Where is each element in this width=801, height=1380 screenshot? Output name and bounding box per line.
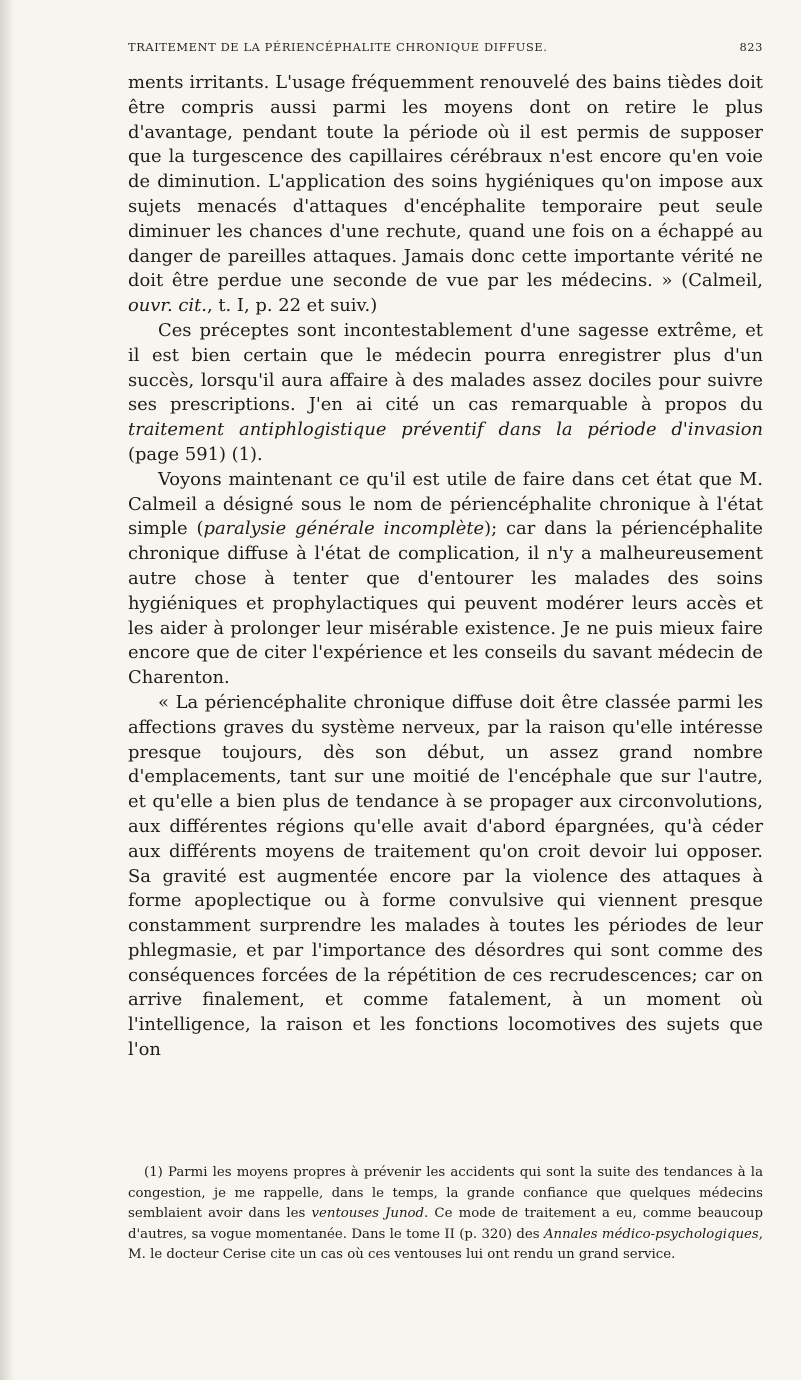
footnote-text-2: . Ce mode de traitement a eu, comme beaucoup d'autres, sa vogue momentanée. Dans le tome II (p. 320) des <box>128 1206 763 1242</box>
paragraph-1 <box>128 71 763 319</box>
paragraph-2-text: Ces préceptes sont incontestablement d'une sagesse extrême, et il est bien certain que le médecin pourra enregistrer plus d'un succès, lorsqu'il aura affaire à des malades assez dociles pour suivre ses prescriptions. J'en ai cité un cas remarquable à propos du <box>128 319 763 416</box>
paragraph-1-text: ments irritants. L'usage fréquemment renouvelé des bains tièdes doit être compris aussi parmi les moyens dont on retire le plus d'avantage, pendant toute la période où il est permis de supposer que la turgescence des capillaires cérébraux n'est encore qu'en voie de diminution. L'application des soins hygiéniques qu'on impose aux sujets menacés d'attaques d'encéphalite temporaire peut seule diminuer les chances d'une rechute, quand une fois on a échappé au danger de pareilles attaques. Jamais donc cette importante vérité ne doit être perdue une seconde de vue par les médecins. » (Calmeil, <box>128 72 763 292</box>
footnote-italic-1: ventouses Junod <box>311 1206 425 1222</box>
paragraph-2-tail: (page 591) (1). <box>128 443 263 465</box>
diagnosis-italic: paralysie générale incomplète <box>203 518 485 540</box>
citation-italic: ouvr. cit. <box>128 295 207 317</box>
paragraph-1-tail: , t. I, p. 22 et suiv.) <box>206 295 378 317</box>
running-title: TRAITEMENT DE LA PÉRIENCÉPHALITE CHRONIQUE DIFFUSE. <box>128 40 548 54</box>
footnote-text-3: , M. le docteur Cerise cite un cas où ces ventouses lui ont rendu un grand service. <box>128 1226 763 1263</box>
footnote-1 <box>128 1163 763 1266</box>
page-gutter-shadow <box>0 0 14 1380</box>
footnote-text: (1) Parmi les moyens propres à prévenir les accidents qui sont la suite des tendances à la congestion, je me rappelle, dans le temps, la grande confiance que quelques médecins semblaient avoir dans les <box>128 1165 763 1222</box>
main-text <box>128 71 763 1063</box>
page-number: 823 <box>739 40 763 54</box>
treatment-title-italic: traitement antiphlogistique préventif dans la période d'invasion <box>128 419 763 441</box>
paragraph-2 <box>128 319 763 468</box>
paragraph-3 <box>128 468 763 691</box>
footnote-italic-2: Annales médico-psychologiques <box>543 1226 759 1242</box>
footnotes <box>128 1163 763 1266</box>
paragraph-4: « La périencéphalite chronique diffuse doit être classée parmi les affections graves du système nerveux, par la raison qu'elle intéresse presque toujours, dès son début, un assez grand nombre d'emplacements, tant sur une moitié de l'encéphale que sur l'autre, et qu'elle a bien plus de tendance à se propager aux circonvolutions, aux différentes régions qu'elle avait d'abord épargnées, qu'à céder aux différents moyens de traitement qu'on croit devoir lui opposer. Sa gravité est augmentée encore par la violence des attaques à forme apoplectique ou à forme convulsive qui viennent presque constamment surprendre les malades à toutes les périodes de leur phlegmasie, et par l'importance des désordres qui sont comme des conséquences forcées de la répétition de ces recrudescences; car on arrive finalement, et comme fatalement, à un moment où l'intelligence, la raison et les fonctions locomotives des sujets que l'on <box>128 691 763 1061</box>
paragraph-3-tail: ); car dans la périencéphalite chronique diffuse à l'état de complication, il n'y a malheureusement autre chose à tenter que d'entourer les malades des soins hygiéniques et prophylactiques qui peuvent modérer leurs accès et les aider à prolonger leur misérable existence. Je ne puis mieux faire encore que de citer l'expérience et les conseils du savant médecin de Charenton. <box>128 518 764 689</box>
paragraph-3-text: Voyons maintenant ce qu'il est utile de faire dans cet état que M. Calmeil a désigné sous le nom de périencéphalite chronique à l'état simple ( <box>128 468 763 540</box>
